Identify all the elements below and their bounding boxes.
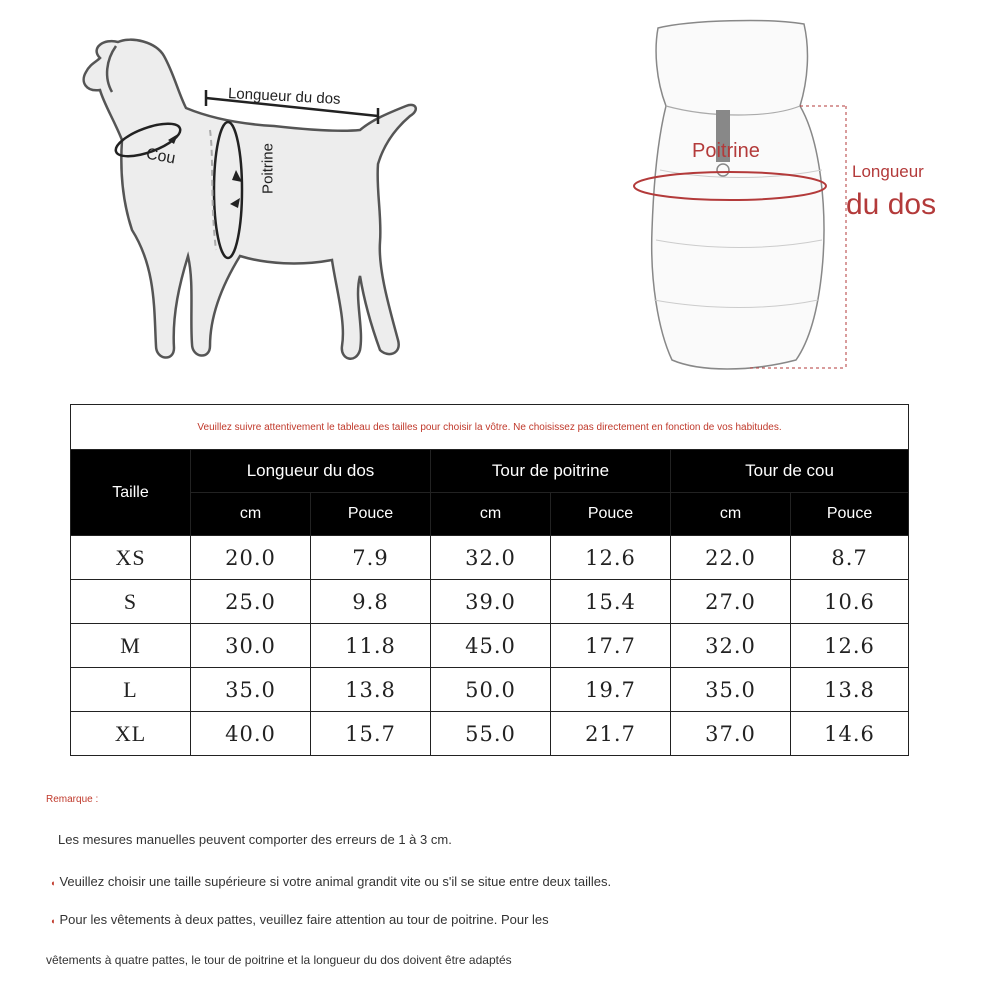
value-cell: 21.7: [551, 712, 671, 756]
table-row: [71, 624, 909, 668]
note-item: Les mesures manuelles peuvent comporter des erreurs de 1 à 3 cm.: [58, 832, 452, 847]
value-cell: 8.7: [791, 536, 909, 580]
value-cell: 45.0: [431, 624, 551, 668]
vest-back-label-line2: du dos: [846, 188, 937, 221]
table-row: [71, 712, 909, 756]
value-cell: 13.8: [791, 668, 909, 712]
note-item: [50, 874, 611, 889]
value-cell: 15.4: [551, 580, 671, 624]
value-cell: 10.6: [791, 580, 909, 624]
value-cell: 22.0: [671, 536, 791, 580]
unit-header: cm: [191, 493, 311, 536]
value-cell: 15.7: [311, 712, 431, 756]
bullet-icon: ◖: [50, 916, 56, 926]
size-column-header: Taille: [71, 450, 191, 536]
unit-header: Pouce: [311, 493, 431, 536]
notes-title: Remarque :: [46, 794, 99, 805]
chest-label: Poitrine: [259, 143, 277, 194]
unit-header: Pouce: [551, 493, 671, 536]
table-row: [71, 668, 909, 712]
vest-outline: [652, 21, 824, 369]
note-item: [50, 912, 549, 927]
value-cell: 9.8: [311, 580, 431, 624]
value-cell: 50.0: [431, 668, 551, 712]
unit-header: cm: [431, 493, 551, 536]
value-cell: 37.0: [671, 712, 791, 756]
dog-silhouette: [60, 20, 540, 380]
value-cell: 7.9: [311, 536, 431, 580]
value-cell: 39.0: [431, 580, 551, 624]
size-cell: S: [71, 580, 191, 624]
bullet-icon: ◖: [50, 878, 56, 888]
value-cell: 20.0: [191, 536, 311, 580]
value-cell: 17.7: [551, 624, 671, 668]
note-text: Veuillez choisir une taille supérieure si votre animal grandit vite ou s'il se situe entre deux tailles.: [59, 874, 612, 889]
vest-chest-label: Poitrine: [692, 140, 760, 162]
value-cell: 35.0: [191, 668, 311, 712]
value-cell: 55.0: [431, 712, 551, 756]
chest-header: Tour de poitrine: [431, 450, 671, 493]
size-chart-table: [70, 404, 909, 756]
table-row: [71, 580, 909, 624]
neck-header: Tour de cou: [671, 450, 909, 493]
value-cell: 14.6: [791, 712, 909, 756]
value-cell: 30.0: [191, 624, 311, 668]
value-cell: 32.0: [431, 536, 551, 580]
back-length-label: Longueur du dos: [227, 85, 341, 108]
neck-label: Cou: [144, 145, 177, 168]
value-cell: 13.8: [311, 668, 431, 712]
value-cell: 11.8: [311, 624, 431, 668]
note-item: vêtements à quatre pattes, le tour de poitrine et la longueur du dos doivent être adaptés: [46, 953, 512, 967]
vest-measurement-illustration: [600, 10, 980, 380]
value-cell: 25.0: [191, 580, 311, 624]
unit-header: Pouce: [791, 493, 909, 536]
value-cell: 40.0: [191, 712, 311, 756]
value-cell: 12.6: [551, 536, 671, 580]
value-cell: 35.0: [671, 668, 791, 712]
value-cell: 19.7: [551, 668, 671, 712]
note-text: Pour les vêtements à deux pattes, veuillez faire attention au tour de poitrine. Pour les: [59, 912, 549, 927]
value-cell: 12.6: [791, 624, 909, 668]
size-cell: M: [71, 624, 191, 668]
dog-measurement-illustration: [60, 20, 540, 380]
vest-back-label-line1: Longueur: [852, 162, 924, 181]
value-cell: 27.0: [671, 580, 791, 624]
size-cell: XS: [71, 536, 191, 580]
back-length-header: Longueur du dos: [191, 450, 431, 493]
unit-header: cm: [671, 493, 791, 536]
size-cell: XL: [71, 712, 191, 756]
value-cell: 32.0: [671, 624, 791, 668]
size-notice: Veuillez suivre attentivement le tableau des tailles pour choisir la vôtre. Ne choisissez pas directement en fonction de vos habitudes.: [71, 405, 909, 450]
size-cell: L: [71, 668, 191, 712]
table-row: [71, 536, 909, 580]
